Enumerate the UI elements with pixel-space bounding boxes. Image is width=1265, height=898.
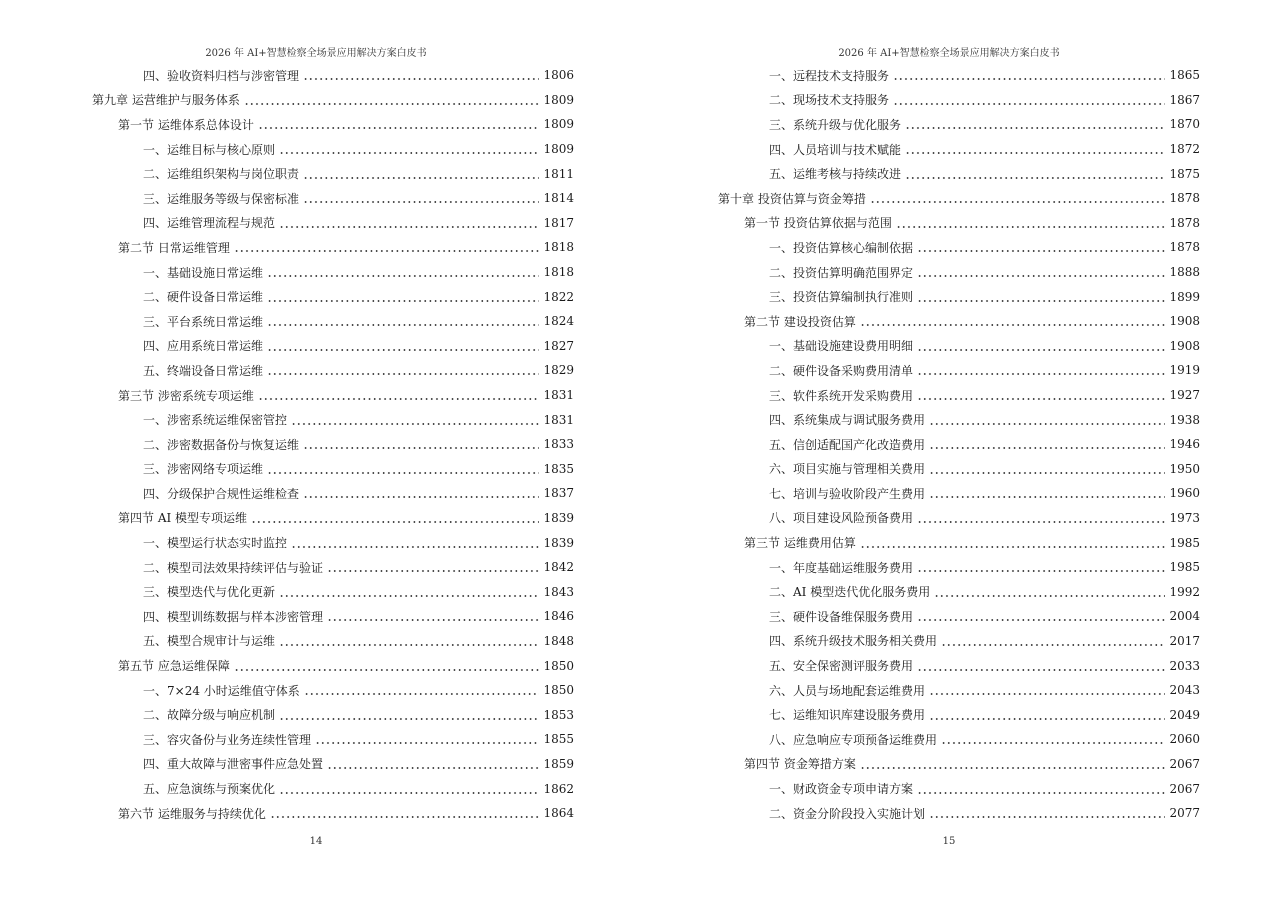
dot-leader	[267, 292, 539, 304]
dot-leader	[267, 316, 539, 328]
toc-entry[interactable]	[718, 432, 1200, 457]
toc-entry[interactable]	[718, 137, 1200, 162]
toc-entry[interactable]	[92, 358, 574, 383]
dot-leader	[279, 218, 539, 230]
toc-entry-title: 八、应急响应专项预备运维费用	[769, 732, 938, 747]
toc-entry-page: 1850	[543, 683, 574, 698]
toc-entry-title: 五、信创适配国产化改造费用	[769, 437, 926, 452]
toc-entry-title: 四、人员培训与技术赋能	[769, 142, 902, 157]
dot-leader	[291, 538, 539, 550]
dot-leader	[893, 95, 1165, 107]
toc-entry-page: 1927	[1169, 388, 1200, 403]
toc-entry-title: 第六节 运维服务与持续优化	[118, 806, 266, 821]
toc-entry[interactable]	[718, 481, 1200, 506]
dot-leader	[315, 734, 539, 746]
toc-entry-page: 1862	[543, 781, 574, 796]
toc-entry-title: 一、7×24 小时运维值守体系	[143, 683, 300, 698]
toc-entry-page: 1846	[543, 609, 574, 624]
toc-entry-title: 第五节 应急运维保障	[118, 659, 230, 674]
toc-entry[interactable]	[718, 383, 1200, 408]
dot-leader	[303, 169, 539, 181]
toc-entry-page: 2067	[1169, 781, 1200, 796]
toc-entry[interactable]	[92, 334, 574, 359]
toc-entry[interactable]	[92, 653, 574, 678]
toc-entry-page: 1814	[543, 191, 574, 206]
toc-entry[interactable]	[718, 235, 1200, 260]
toc-entry[interactable]	[718, 678, 1200, 703]
toc-entry[interactable]	[92, 284, 574, 309]
toc-entry-page: 1973	[1169, 510, 1200, 525]
dot-leader	[291, 415, 539, 427]
toc-entry-title: 六、项目实施与管理相关费用	[769, 462, 926, 477]
toc-entry-page: 1843	[543, 584, 574, 599]
dot-leader	[303, 439, 539, 451]
dot-leader	[917, 242, 1165, 254]
page-header: 2026 年 AI+智慧检察全场景应用解决方案白皮书	[838, 48, 1060, 59]
toc-entry-page: 1818	[543, 240, 574, 255]
toc-entry-page: 1908	[1169, 314, 1200, 329]
toc-entry[interactable]	[92, 186, 574, 211]
dot-leader	[258, 390, 540, 402]
toc-entry-page: 1938	[1169, 412, 1200, 427]
toc-entry-page: 1872	[1169, 142, 1200, 157]
toc-entry-page: 1878	[1169, 191, 1200, 206]
dot-leader	[270, 808, 540, 820]
dot-leader	[860, 759, 1166, 771]
right-page	[633, 0, 1265, 898]
toc-entry[interactable]	[92, 383, 574, 408]
dot-leader	[917, 365, 1165, 377]
toc-entry-page: 1992	[1169, 584, 1200, 599]
page-number: 15	[942, 836, 956, 847]
toc-entry-page: 2004	[1169, 609, 1200, 624]
dot-leader	[893, 70, 1165, 82]
toc-entry-title: 二、模型司法效果持续评估与验证	[143, 560, 324, 575]
toc-entry-title: 六、人员与场地配套运维费用	[769, 683, 926, 698]
dot-leader	[279, 587, 539, 599]
toc-entry-title: 二、硬件设备日常运维	[143, 290, 264, 305]
toc-entry-title: 一、财政资金专项申请方案	[769, 782, 914, 797]
dot-leader	[917, 292, 1165, 304]
toc-entry[interactable]	[718, 112, 1200, 137]
toc-entry-title: 三、系统升级与优化服务	[769, 117, 902, 132]
toc-entry-title: 第四节 AI 模型专项运维	[118, 511, 248, 526]
toc-entry[interactable]	[92, 137, 574, 162]
toc-entry-title: 第二节 建设投资估算	[744, 314, 856, 329]
dot-leader	[905, 119, 1165, 131]
toc-entry-title: 一、年度基础运维服务费用	[769, 560, 914, 575]
dot-leader	[258, 119, 540, 131]
toc-entry-page: 2077	[1169, 806, 1200, 821]
toc-entry-title: 二、资金分阶段投入实施计划	[769, 806, 926, 821]
toc-entry-page: 1950	[1169, 461, 1200, 476]
toc-entry[interactable]	[92, 260, 574, 285]
toc-entry-page: 1809	[543, 142, 574, 157]
toc-entry-page: 1853	[543, 707, 574, 722]
toc-entry-title: 一、投资估算核心编制依据	[769, 240, 914, 255]
toc-entry[interactable]	[718, 211, 1200, 236]
dot-leader	[929, 710, 1165, 722]
toc-entry-page: 1875	[1169, 166, 1200, 181]
dot-leader	[303, 70, 539, 82]
dot-leader	[234, 661, 540, 673]
toc-entry-page: 1899	[1169, 289, 1200, 304]
toc-entry-page: 1855	[543, 732, 574, 747]
toc-entry-page: 1833	[543, 437, 574, 452]
toc-entry-title: 第十章 投资估算与资金筹措	[718, 191, 866, 206]
toc-entry-page: 1960	[1169, 486, 1200, 501]
dot-leader	[267, 365, 539, 377]
toc-entry[interactable]	[718, 186, 1200, 211]
toc-entry[interactable]	[718, 702, 1200, 727]
dot-leader	[917, 611, 1165, 623]
toc-entry-page: 1827	[543, 338, 574, 353]
toc-entry-title: 五、应急演练与预案优化	[143, 782, 276, 797]
toc-entry[interactable]	[718, 309, 1200, 334]
toc-entry-title: 三、运维服务等级与保密标准	[143, 191, 300, 206]
toc-entry[interactable]	[718, 407, 1200, 432]
toc-entry-title: 二、AI 模型迭代优化服务费用	[769, 585, 931, 600]
toc-entry-page: 1818	[543, 265, 574, 280]
dot-leader	[327, 562, 539, 574]
toc-entry[interactable]	[718, 653, 1200, 678]
toc-entry-title: 四、运维管理流程与规范	[143, 216, 276, 231]
toc-entry-title: 一、运维目标与核心原则	[143, 142, 276, 157]
toc-entry-page: 1817	[543, 215, 574, 230]
toc-entry[interactable]	[92, 63, 574, 88]
page-number: 14	[309, 836, 323, 847]
toc-entry-title: 二、投资估算明确范围界定	[769, 265, 914, 280]
toc-entry[interactable]	[718, 334, 1200, 359]
toc-entry-title: 一、基础设施日常运维	[143, 265, 264, 280]
toc-entry-title: 四、系统升级技术服务相关费用	[769, 634, 938, 649]
toc-entry-title: 三、容灾备份与业务连续性管理	[143, 732, 312, 747]
left-page	[0, 0, 632, 898]
toc-entry[interactable]	[92, 235, 574, 260]
toc-entry-page: 1946	[1169, 437, 1200, 452]
toc-entry-page: 1839	[543, 510, 574, 525]
toc-entry-title: 二、运维组织架构与岗位职责	[143, 167, 300, 182]
toc-entry-page: 1829	[543, 363, 574, 378]
toc-entry[interactable]	[718, 727, 1200, 752]
toc-entry-page: 2043	[1169, 683, 1200, 698]
dot-leader	[234, 242, 540, 254]
toc-entry[interactable]	[718, 63, 1200, 88]
toc-entry-title: 八、项目建设风险预备费用	[769, 511, 914, 526]
toc-entry[interactable]	[718, 88, 1200, 113]
toc-entry-title: 二、故障分级与响应机制	[143, 708, 276, 723]
toc-entry-title: 第四节 资金筹措方案	[744, 757, 856, 772]
dot-leader	[279, 710, 539, 722]
toc-entry-title: 四、验收资料归档与涉密管理	[143, 68, 300, 83]
toc-entry-page: 2067	[1169, 756, 1200, 771]
toc-entry-page: 1878	[1169, 215, 1200, 230]
toc-entry-page: 1824	[543, 314, 574, 329]
toc-entry-title: 三、硬件设备维保服务费用	[769, 609, 914, 624]
toc-entry-title: 三、投资估算编制执行准则	[769, 290, 914, 305]
toc-entry-page: 1831	[543, 388, 574, 403]
dot-leader	[929, 488, 1165, 500]
toc-entry-title: 一、涉密系统运维保密管控	[143, 413, 288, 428]
dot-leader	[267, 341, 539, 353]
dot-leader	[267, 464, 539, 476]
toc-entry-page: 1864	[543, 806, 574, 821]
toc-entry[interactable]	[718, 284, 1200, 309]
toc-entry-page: 1839	[543, 535, 574, 550]
toc-entry-title: 三、平台系统日常运维	[143, 314, 264, 329]
toc-entry-page: 1837	[543, 486, 574, 501]
toc-entry-title: 第三节 运维费用估算	[744, 536, 856, 551]
toc-entry-title: 二、涉密数据备份与恢复运维	[143, 437, 300, 452]
toc-entry[interactable]	[92, 457, 574, 482]
toc-entry-title: 四、分级保护合规性运维检查	[143, 486, 300, 501]
toc-entry[interactable]	[92, 752, 574, 777]
toc-entry-page: 2049	[1169, 707, 1200, 722]
toc-entry[interactable]	[718, 579, 1200, 604]
toc-entry-page: 1806	[543, 68, 574, 83]
toc-entry[interactable]	[92, 629, 574, 654]
toc-entry-title: 五、模型合规审计与运维	[143, 634, 276, 649]
toc-entry[interactable]	[718, 358, 1200, 383]
toc-entry-title: 五、运维考核与持续改进	[769, 167, 902, 182]
toc-entry-page: 2017	[1169, 633, 1200, 648]
dot-leader	[303, 488, 539, 500]
toc-entry-page: 1835	[543, 461, 574, 476]
toc-entry-page: 1809	[543, 117, 574, 132]
toc-entry-title: 四、应用系统日常运维	[143, 339, 264, 354]
dot-leader	[941, 734, 1165, 746]
toc-entry-title: 第一节 运维体系总体设计	[118, 117, 254, 132]
dot-leader	[860, 538, 1166, 550]
toc-entry-title: 四、系统集成与调试服务费用	[769, 413, 926, 428]
toc-entry[interactable]	[718, 530, 1200, 555]
dot-leader	[929, 415, 1165, 427]
dot-leader	[917, 784, 1165, 796]
dot-leader	[929, 464, 1165, 476]
toc-entry-title: 七、培训与验收阶段产生费用	[769, 486, 926, 501]
dot-leader	[327, 759, 539, 771]
toc-entry[interactable]	[92, 211, 574, 236]
toc-entry[interactable]	[718, 776, 1200, 801]
toc-entry-page: 1831	[543, 412, 574, 427]
dot-leader	[929, 685, 1165, 697]
toc-entry[interactable]	[92, 161, 574, 186]
toc-entry-title: 三、模型迭代与优化更新	[143, 585, 276, 600]
dot-leader	[917, 661, 1165, 673]
toc-entry-title: 一、基础设施建设费用明细	[769, 339, 914, 354]
dot-leader	[870, 193, 1166, 205]
toc-entry-title: 一、模型运行状态实时监控	[143, 536, 288, 551]
toc-entry[interactable]	[92, 407, 574, 432]
toc-entry[interactable]	[92, 112, 574, 137]
dot-leader	[279, 144, 539, 156]
dot-leader	[905, 144, 1165, 156]
dot-leader	[905, 169, 1165, 181]
dot-leader	[929, 808, 1165, 820]
dot-leader	[327, 611, 539, 623]
dot-leader	[917, 267, 1165, 279]
dot-leader	[279, 784, 539, 796]
toc-entry[interactable]	[718, 457, 1200, 482]
dot-leader	[917, 513, 1165, 525]
toc-entry-title: 第九章 运营维护与服务体系	[92, 93, 240, 108]
toc-entry-title: 三、软件系统开发采购费用	[769, 388, 914, 403]
toc-entry[interactable]	[92, 506, 574, 531]
toc-entry-title: 四、模型训练数据与样本涉密管理	[143, 609, 324, 624]
toc-entry-title: 一、远程技术支持服务	[769, 68, 890, 83]
dot-leader	[929, 439, 1165, 451]
toc-entry-title: 第一节 投资估算依据与范围	[744, 216, 892, 231]
dot-leader	[279, 636, 539, 648]
dot-leader	[244, 95, 540, 107]
toc-entry[interactable]	[718, 801, 1200, 826]
toc-entry-page: 2033	[1169, 658, 1200, 673]
toc-entry-page: 2060	[1169, 732, 1200, 747]
page-header: 2026 年 AI+智慧检察全场景应用解决方案白皮书	[205, 48, 427, 59]
toc-entry-page: 1878	[1169, 240, 1200, 255]
toc-entry-page: 1985	[1169, 560, 1200, 575]
toc-entry-page: 1809	[543, 92, 574, 107]
toc-entry[interactable]	[92, 702, 574, 727]
toc-entry[interactable]	[718, 752, 1200, 777]
dot-leader	[917, 341, 1165, 353]
toc-entry-title: 第三节 涉密系统专项运维	[118, 388, 254, 403]
dot-leader	[304, 685, 540, 697]
toc-entry-title: 二、现场技术支持服务	[769, 93, 890, 108]
toc-entry[interactable]	[92, 309, 574, 334]
toc-entry-title: 第二节 日常运维管理	[118, 240, 230, 255]
toc-entry-title: 七、运维知识库建设服务费用	[769, 708, 926, 723]
toc-entry-page: 1888	[1169, 265, 1200, 280]
dot-leader	[917, 562, 1165, 574]
table-of-contents	[718, 63, 1200, 825]
dot-leader	[941, 636, 1165, 648]
toc-entry-page: 1842	[543, 560, 574, 575]
table-of-contents	[92, 63, 574, 825]
toc-entry[interactable]	[92, 555, 574, 580]
toc-entry-page: 1867	[1169, 92, 1200, 107]
dot-leader	[860, 316, 1166, 328]
toc-entry[interactable]	[718, 604, 1200, 629]
toc-entry[interactable]	[718, 555, 1200, 580]
toc-entry[interactable]	[718, 506, 1200, 531]
toc-entry-title: 三、涉密网络专项运维	[143, 462, 264, 477]
toc-entry[interactable]	[92, 604, 574, 629]
toc-entry[interactable]	[92, 727, 574, 752]
toc-entry-title: 二、硬件设备采购费用清单	[769, 363, 914, 378]
toc-entry-page: 1865	[1169, 68, 1200, 83]
dot-leader	[251, 513, 539, 525]
toc-entry-title: 四、重大故障与泄密事件应急处置	[143, 757, 324, 772]
toc-entry-page: 1848	[543, 633, 574, 648]
toc-entry-page: 1822	[543, 289, 574, 304]
toc-entry[interactable]	[92, 481, 574, 506]
dot-leader	[896, 218, 1166, 230]
toc-entry[interactable]	[92, 530, 574, 555]
toc-entry[interactable]	[92, 432, 574, 457]
toc-entry[interactable]	[92, 801, 574, 826]
toc-entry[interactable]	[92, 678, 574, 703]
dot-leader	[917, 390, 1165, 402]
dot-leader	[934, 587, 1165, 599]
toc-entry-page: 1811	[543, 166, 574, 181]
toc-entry-page: 1908	[1169, 338, 1200, 353]
dot-leader	[267, 267, 539, 279]
toc-entry-page: 1919	[1169, 363, 1200, 378]
toc-entry-page: 1859	[543, 756, 574, 771]
toc-entry[interactable]	[718, 161, 1200, 186]
toc-entry[interactable]	[92, 579, 574, 604]
dot-leader	[303, 193, 539, 205]
toc-entry-title: 五、终端设备日常运维	[143, 363, 264, 378]
toc-entry-page: 1985	[1169, 535, 1200, 550]
toc-entry[interactable]	[718, 260, 1200, 285]
toc-entry[interactable]	[92, 776, 574, 801]
toc-entry-title: 五、安全保密测评服务费用	[769, 659, 914, 674]
toc-entry[interactable]	[718, 629, 1200, 654]
toc-entry-page: 1870	[1169, 117, 1200, 132]
toc-entry[interactable]	[92, 88, 574, 113]
toc-entry-page: 1850	[543, 658, 574, 673]
